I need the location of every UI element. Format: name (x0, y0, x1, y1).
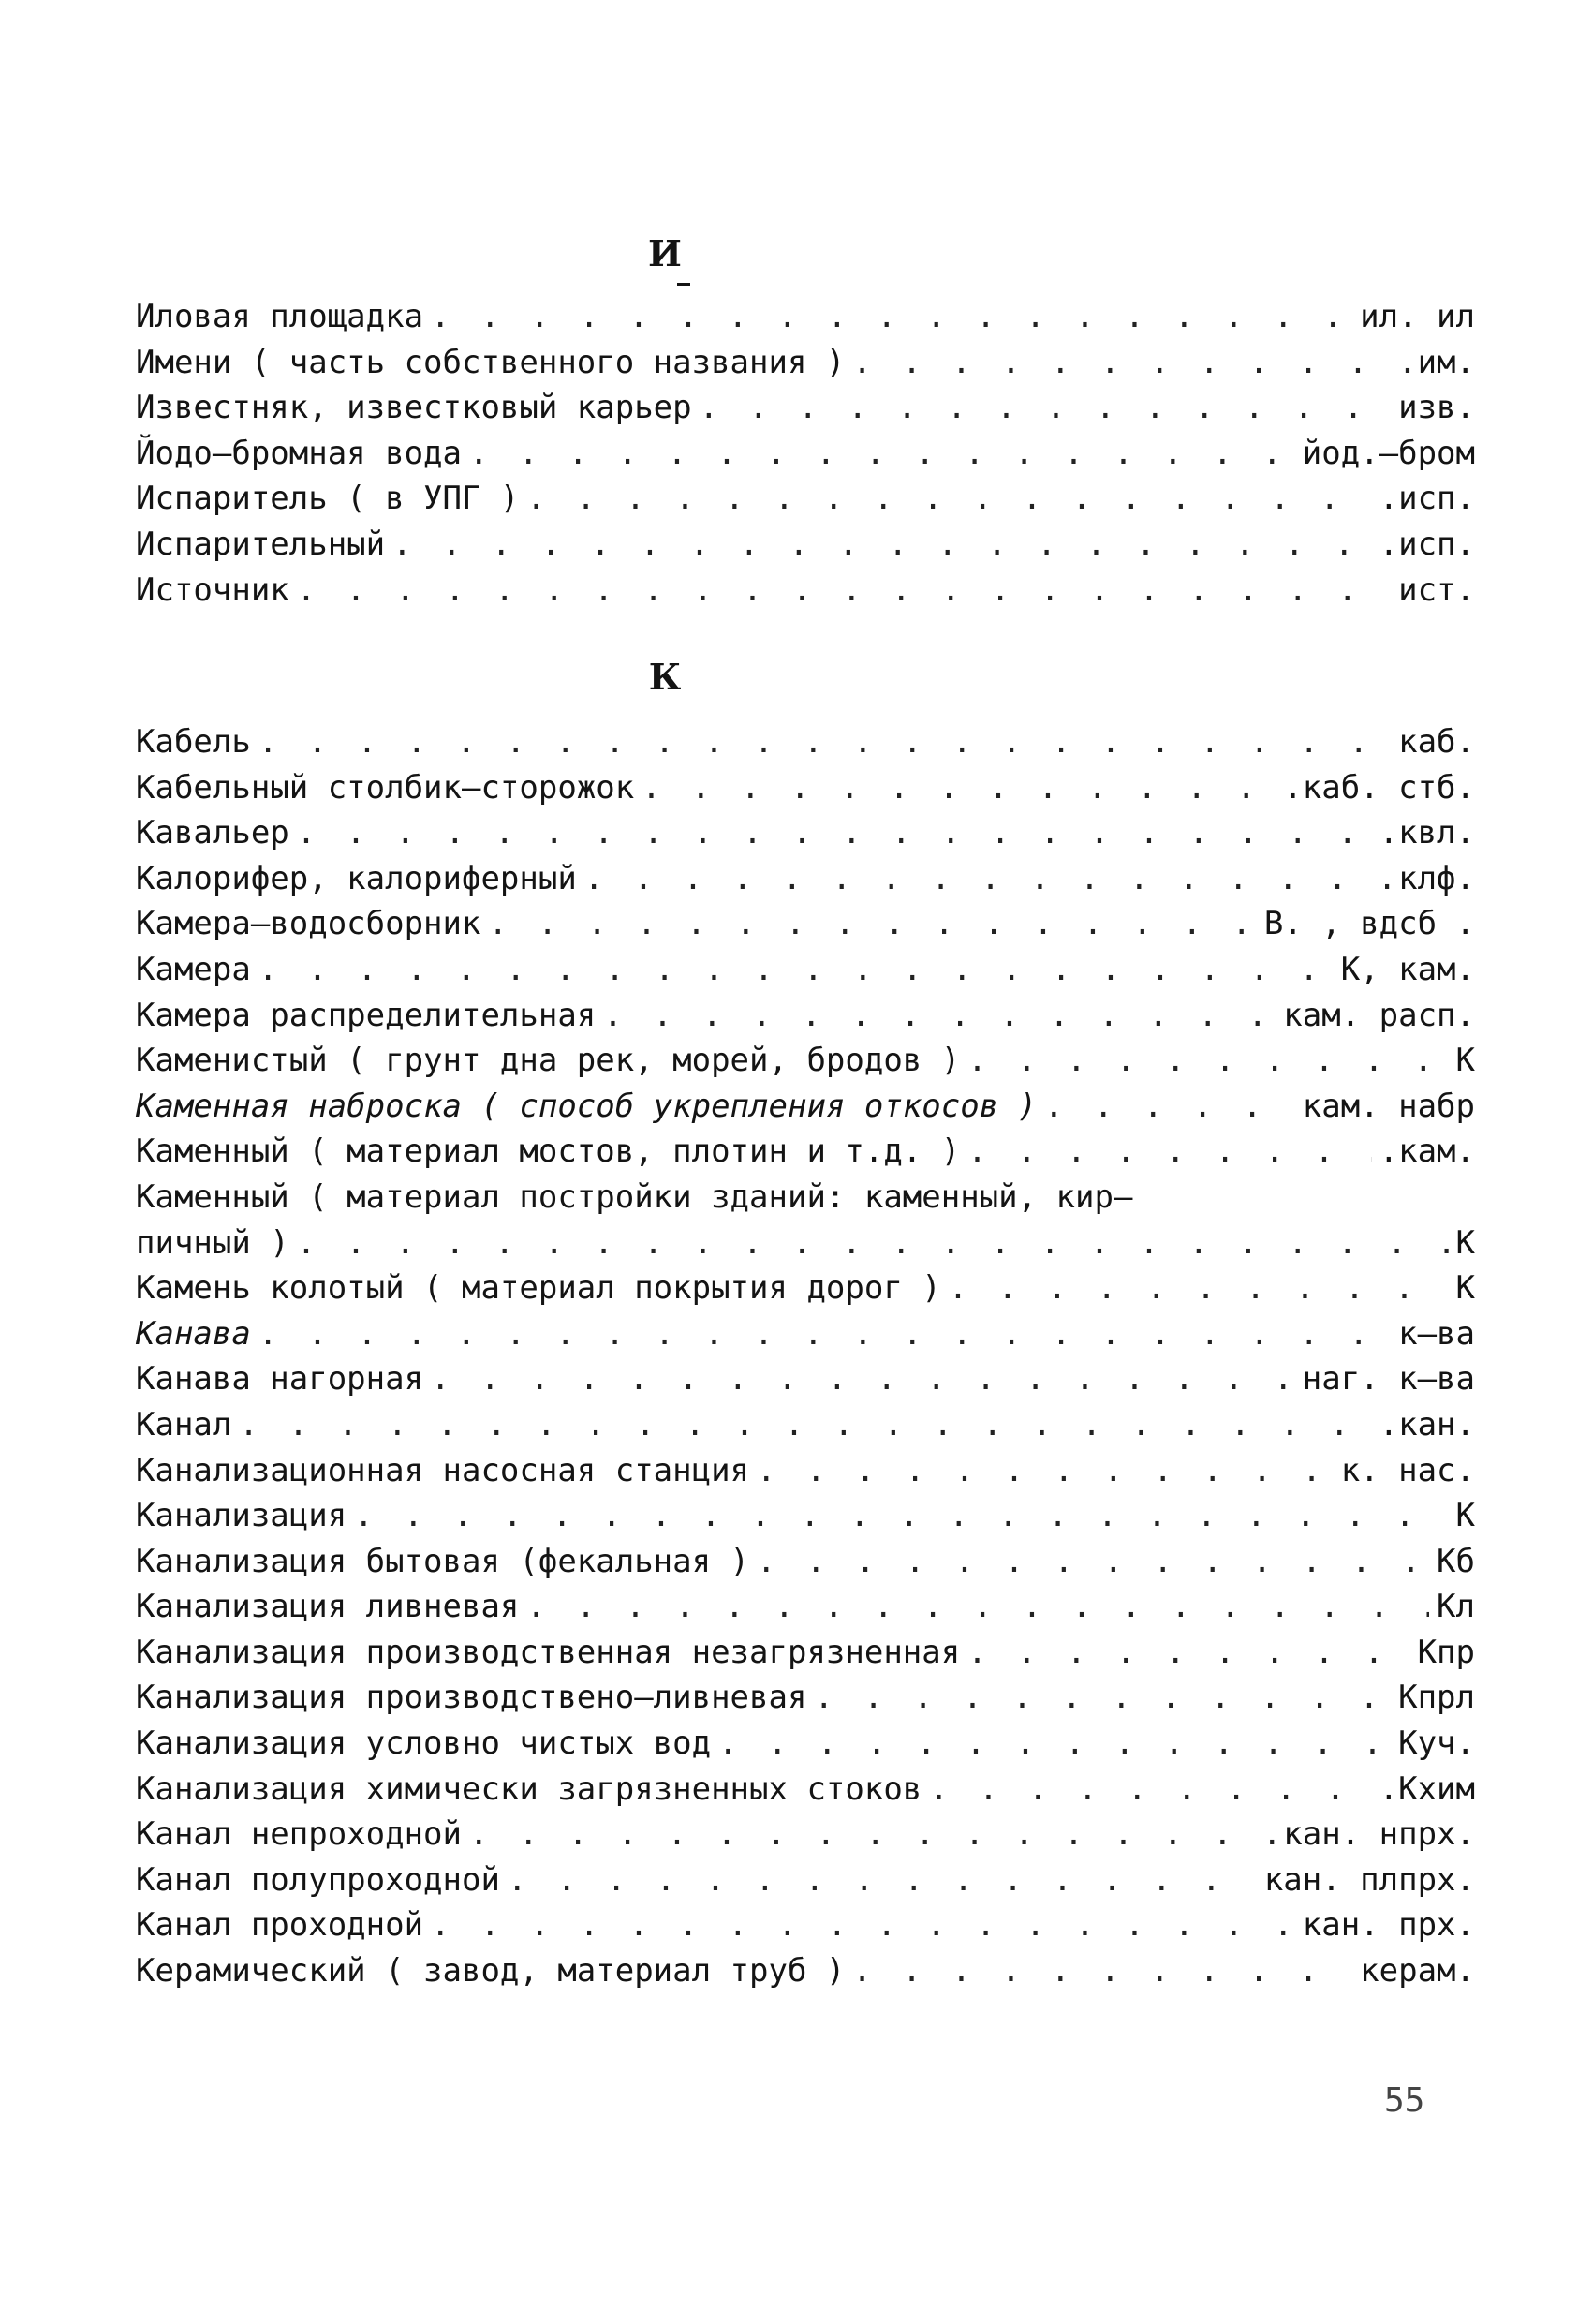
entry-abbreviation: .исп. (1379, 525, 1475, 563)
list-item (136, 1906, 1475, 1952)
list-item (136, 1634, 1475, 1680)
entry-abbreviation: .квл. (1379, 814, 1475, 852)
entry-term: Йодо–бромная вода (136, 434, 462, 472)
entry-term-continuation: пичный ) (136, 1223, 289, 1262)
entry-abbreviation: клф. (1398, 859, 1475, 897)
list-item (136, 1315, 1475, 1361)
list-item (136, 389, 1475, 435)
entry-abbreviation: В. , вдсб . (1263, 905, 1475, 943)
section-divider (677, 283, 690, 286)
list-item (136, 480, 1475, 525)
dot-leader (967, 1042, 1448, 1079)
list-item (136, 1770, 1475, 1816)
list-item (136, 769, 1475, 815)
dot-leader (431, 1360, 1295, 1398)
list-item (136, 723, 1475, 769)
dot-leader (297, 1224, 1449, 1262)
entry-term: Канава (136, 1314, 251, 1353)
section-i-list (136, 298, 1475, 616)
list-item (136, 1452, 1475, 1498)
list-item (136, 1588, 1475, 1634)
entry-term: Каменистый ( грунт дна рек, морей, бродов ) (136, 1042, 961, 1080)
entry-abbreviation: наг. к–ва (1302, 1360, 1475, 1399)
list-item (136, 1724, 1475, 1770)
dot-leader (852, 1952, 1352, 1990)
entry-term: Каменная наброска ( способ укрепления откосов ) (136, 1087, 1038, 1125)
list-item (136, 298, 1475, 344)
dot-leader (526, 480, 1371, 517)
list-item (136, 905, 1475, 951)
dot-leader (354, 1497, 1448, 1534)
entry-term: Керамический ( завод, материал труб ) (136, 1952, 846, 1991)
entry-term: Имени ( часть собственного названия ) (136, 343, 846, 381)
entry-abbreviation: Куч. (1398, 1724, 1475, 1763)
entry-abbreviation: Кпр (1417, 1633, 1475, 1671)
entry-abbreviation: .кам. (1379, 1132, 1475, 1171)
section-k-list (136, 723, 1475, 1998)
entry-abbreviation: кам. набр (1302, 1087, 1475, 1125)
list-item (136, 1679, 1475, 1724)
dot-leader (584, 860, 1391, 897)
list-item (136, 1497, 1475, 1543)
entry-abbreviation: К, кам. (1340, 950, 1475, 988)
dot-leader (526, 1588, 1429, 1625)
entry-abbreviation: кан. плпрх. (1263, 1860, 1475, 1899)
list-item (136, 814, 1475, 860)
entry-abbreviation: .кан. (1379, 1405, 1475, 1443)
list-item (136, 1543, 1475, 1589)
dot-leader (967, 1132, 1371, 1170)
dot-leader (431, 298, 1352, 335)
entry-term: Канализация (136, 1497, 347, 1535)
entry-abbreviation: .каб. стб. (1283, 768, 1475, 807)
entry-abbreviation: К (1455, 1042, 1475, 1080)
dot-leader (700, 389, 1391, 426)
entry-term: Испаритель ( в УПГ ) (136, 480, 520, 518)
dot-leader (258, 723, 1391, 761)
entry-abbreviation: к–ва (1398, 1314, 1475, 1353)
dot-leader (431, 1906, 1295, 1944)
dot-leader (757, 1543, 1429, 1580)
entry-abbreviation: Кпрл (1398, 1679, 1475, 1717)
list-item (136, 997, 1475, 1043)
dot-leader (297, 814, 1372, 851)
entry-term: Испарительный (136, 525, 386, 563)
entry-abbreviation: .Кхим (1379, 1769, 1475, 1808)
entry-term: Камера–водосборник (136, 905, 481, 943)
entry-term: Камень колотый ( материал покрытия дорог ) (136, 1269, 941, 1308)
entry-term: Канализация производствено–ливневая (136, 1679, 807, 1717)
list-item (136, 1406, 1475, 1452)
entry-abbreviation: Кб (1437, 1542, 1475, 1580)
list-item (136, 571, 1475, 617)
entry-term: Кабельный столбик–сторожок (136, 768, 635, 807)
page-number: 55 (1384, 2081, 1425, 2120)
entry-abbreviation: кан. нпрх. (1283, 1815, 1475, 1854)
list-item (136, 1042, 1475, 1088)
entry-abbreviation: изв. (1398, 389, 1475, 427)
entry-term: Калорифер, калориферный (136, 859, 577, 897)
entry-term: Канава нагорная (136, 1360, 424, 1399)
entry-term: Канализация химически загрязненных стоков (136, 1769, 922, 1808)
dot-leader (718, 1724, 1391, 1762)
entry-term: Канализация ливневая (136, 1588, 520, 1626)
entry-term: Канализация бытовая (фекальная ) (136, 1542, 750, 1580)
entry-term: Канализация условно чистых вод (136, 1724, 712, 1763)
section-letter-i: И (648, 232, 682, 274)
entry-term: Камера (136, 950, 251, 988)
list-item (136, 1360, 1475, 1406)
dot-leader (297, 571, 1391, 609)
entry-term: Известняк, известковый карьер (136, 389, 692, 427)
entry-term: Каменный ( материал постройки зданий: каменный, кир– (136, 1177, 1133, 1216)
dot-leader (239, 1406, 1371, 1443)
entry-term: Кавальер (136, 814, 289, 852)
list-item (136, 435, 1475, 481)
dot-leader (469, 1815, 1276, 1853)
list-item (136, 1952, 1475, 1998)
entry-term: Канал полупроходной (136, 1860, 500, 1899)
dot-leader (949, 1269, 1449, 1307)
entry-abbreviation: керам. (1360, 1952, 1475, 1991)
dot-leader (642, 769, 1276, 807)
list-item (136, 1132, 1475, 1178)
entry-abbreviation: ист. (1398, 570, 1475, 609)
entry-abbreviation: ил. ил (1360, 298, 1475, 335)
entry-term: Кабель (136, 723, 251, 761)
entry-abbreviation: к. нас. (1340, 1451, 1475, 1489)
entry-term: Каменный ( материал мостов, плотин и т.д. ) (136, 1132, 961, 1171)
entry-abbreviation: им. (1417, 343, 1475, 381)
entry-term: Канализационная насосная станция (136, 1451, 750, 1489)
entry-abbreviation: .исп. (1379, 480, 1475, 518)
entry-term: Канализация производственная незагрязненная (136, 1633, 961, 1671)
dot-leader (967, 1634, 1409, 1671)
dot-leader (757, 1452, 1334, 1489)
entry-term: Иловая площадка (136, 298, 424, 335)
dot-leader (814, 1679, 1391, 1716)
list-item (136, 1815, 1475, 1861)
entry-term: Камера распределительная (136, 996, 597, 1034)
entry-abbreviation: йод.–бром (1302, 434, 1475, 472)
entry-term: Канал (136, 1405, 232, 1443)
dot-leader (929, 1770, 1371, 1808)
list-item (136, 951, 1475, 997)
entry-term: Источник (136, 570, 289, 609)
dot-leader (1044, 1088, 1295, 1125)
list-item (136, 1224, 1475, 1270)
entry-abbreviation: кам. расп. (1283, 996, 1475, 1034)
section-letter-k: К (648, 656, 682, 698)
dot-leader (508, 1861, 1257, 1899)
dot-leader (469, 435, 1295, 472)
dot-leader (488, 905, 1256, 942)
list-item (136, 1861, 1475, 1907)
entry-abbreviation: кан. прх. (1302, 1906, 1475, 1945)
list-item (136, 1088, 1475, 1133)
dot-leader (392, 525, 1372, 563)
dot-leader (852, 344, 1409, 381)
list-item (136, 1269, 1475, 1315)
list-item (136, 525, 1475, 571)
entry-abbreviation: К (1455, 1223, 1475, 1262)
entry-term: Канал непроходной (136, 1815, 462, 1854)
entry-abbreviation: каб. (1398, 723, 1475, 761)
dot-leader (258, 951, 1334, 988)
dot-leader (603, 997, 1276, 1034)
entry-abbreviation: Кл (1437, 1588, 1475, 1626)
entry-abbreviation: К (1455, 1497, 1475, 1535)
list-item (136, 860, 1475, 906)
dot-leader (258, 1315, 1391, 1353)
entry-abbreviation: К (1455, 1269, 1475, 1308)
list-item (136, 344, 1475, 390)
entry-term: Канал проходной (136, 1906, 424, 1945)
